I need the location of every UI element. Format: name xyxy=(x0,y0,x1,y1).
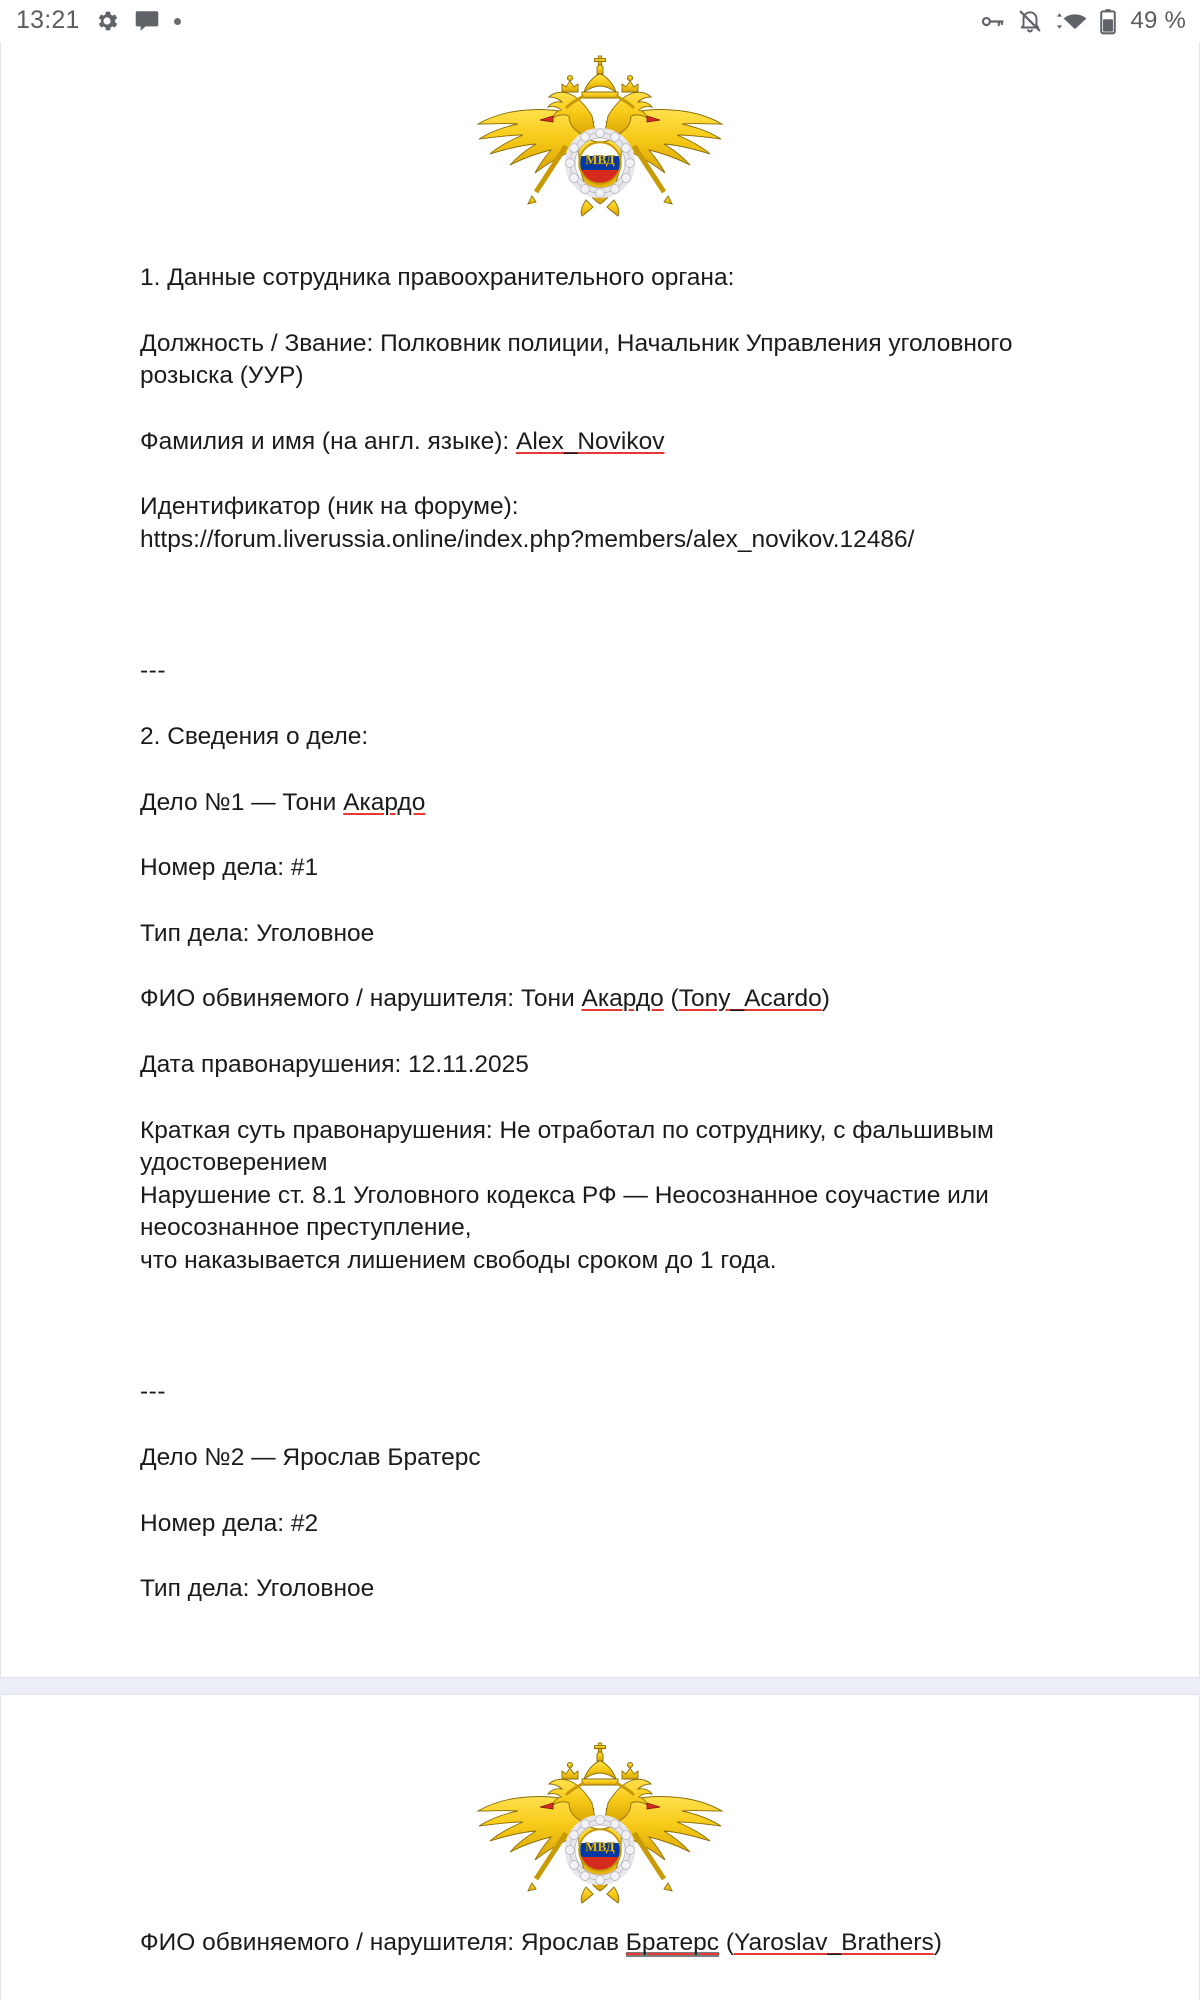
status-bar xyxy=(0,0,1200,42)
case-2-accused-prefix: ФИО обвиняемого / нарушителя: Ярослав xyxy=(140,1929,626,1956)
page-break-divider xyxy=(0,1677,1200,1695)
status-bar-right xyxy=(979,7,1186,35)
officer-name-line xyxy=(140,426,1087,459)
case-1-summary-line-2: удостоверением xyxy=(140,1149,328,1177)
case-2-accused xyxy=(140,1927,1087,1960)
case-2-number: Номер дела: #2 xyxy=(140,1509,319,1537)
russian-mvd-double-headed-eagle-emblem xyxy=(466,50,734,218)
case-1-title xyxy=(140,787,1087,820)
case-1-accused-prefix: ФИО обвиняемого / нарушителя: Тони xyxy=(140,985,582,1013)
battery-percentage-label: 49 % xyxy=(1130,7,1186,34)
document-page-1 xyxy=(0,42,1200,1677)
officer-name-value: Alex_Novikov xyxy=(516,427,665,455)
case-1-accused-surname: Акардо xyxy=(581,985,664,1013)
wifi-icon xyxy=(1054,8,1088,34)
case-1-title-surname: Акардо xyxy=(343,788,426,816)
officer-identifier-url[interactable]: https://forum.liverussia.online/index.php?members/alex_novikov.12486/ xyxy=(140,525,915,553)
case-1-summary-line-5: что наказывается лишением свободы сроком до 1 года. xyxy=(140,1246,777,1274)
spacer-top xyxy=(140,218,1087,262)
status-bar-clock: 13:21 xyxy=(16,5,80,34)
notifications-off-icon xyxy=(1017,8,1043,34)
document-page-2 xyxy=(0,1695,1200,2000)
case-2-accused-suffix: ) xyxy=(933,1929,942,1956)
spacer-before-sep-1b xyxy=(140,633,1087,655)
svg-text:МВД: МВД xyxy=(585,152,615,167)
officer-name-label: Фамилия и имя (на англ. языке): xyxy=(140,427,517,455)
separator-2: --- xyxy=(140,1378,166,1406)
case-2-title: Дело №2 — Ярослав Братерс xyxy=(140,1443,481,1471)
case-1-type: Тип дела: Уголовное xyxy=(140,919,375,947)
case-1-accused xyxy=(140,983,1087,1016)
case-2-accused-mid: ( xyxy=(719,1929,734,1956)
separator-1: --- xyxy=(140,657,166,685)
dot-icon xyxy=(174,18,181,25)
case-2-accused-surname[interactable]: Братерс xyxy=(625,1929,720,1956)
status-bar-left xyxy=(16,5,181,34)
document-viewer[interactable] xyxy=(0,42,1200,2000)
spacer-before-sep-2b xyxy=(140,1354,1087,1376)
russian-mvd-double-headed-eagle-emblem xyxy=(466,1737,734,1905)
officer-position-line: Должность / Звание: Полковник полиции, Начальник Управления уголовного розыска (УУР) xyxy=(140,329,1013,390)
case-1-number: Номер дела: #1 xyxy=(140,854,319,882)
case-1-accused-nick: Tony_Acardo xyxy=(678,985,822,1013)
case-1-accused-mid: ( xyxy=(663,985,679,1013)
section-1-heading: 1. Данные сотрудника правоохранительного органа: xyxy=(140,264,735,291)
case-1-summary-line-4: неосознанное преступление, xyxy=(140,1214,472,1242)
vpn-key-icon xyxy=(979,8,1006,35)
spacer-before-sep-2 xyxy=(140,1310,1087,1354)
battery-icon xyxy=(1099,8,1117,35)
case-2-type: Тип дела: Уголовное xyxy=(140,1575,375,1603)
message-bubble-icon xyxy=(134,8,160,34)
case-1-date: Дата правонарушения: 12.11.2025 xyxy=(140,1050,529,1078)
emblem-container-bottom xyxy=(1,1695,1199,1905)
case-1-summary-line-1: Краткая суть правонарушения: Не отработал по сотруднику, с фальшивым xyxy=(140,1116,994,1144)
section-2-heading: 2. Сведения о деле: xyxy=(140,723,369,751)
document-body-page-2[interactable] xyxy=(1,1905,1199,1960)
gear-icon xyxy=(94,8,120,34)
case-1-summary-line-3: Нарушение ст. 8.1 Уголовного кодекса РФ — Неосознанное соучастие или xyxy=(140,1181,989,1209)
case-2-accused-nick: Yaroslav_Brathers xyxy=(733,1929,934,1956)
document-body-page-1[interactable] xyxy=(1,218,1199,1606)
case-1-accused-suffix: ) xyxy=(821,985,830,1013)
svg-text:МВД: МВД xyxy=(585,1839,615,1854)
case-1-title-prefix: Дело №1 — Тони xyxy=(140,788,344,816)
spacer-page2-top xyxy=(140,1905,1087,1927)
spacer-before-sep-1 xyxy=(140,589,1087,633)
emblem-container-top xyxy=(1,42,1199,218)
officer-identifier-label: Идентификатор (ник на форуме): xyxy=(140,493,519,521)
